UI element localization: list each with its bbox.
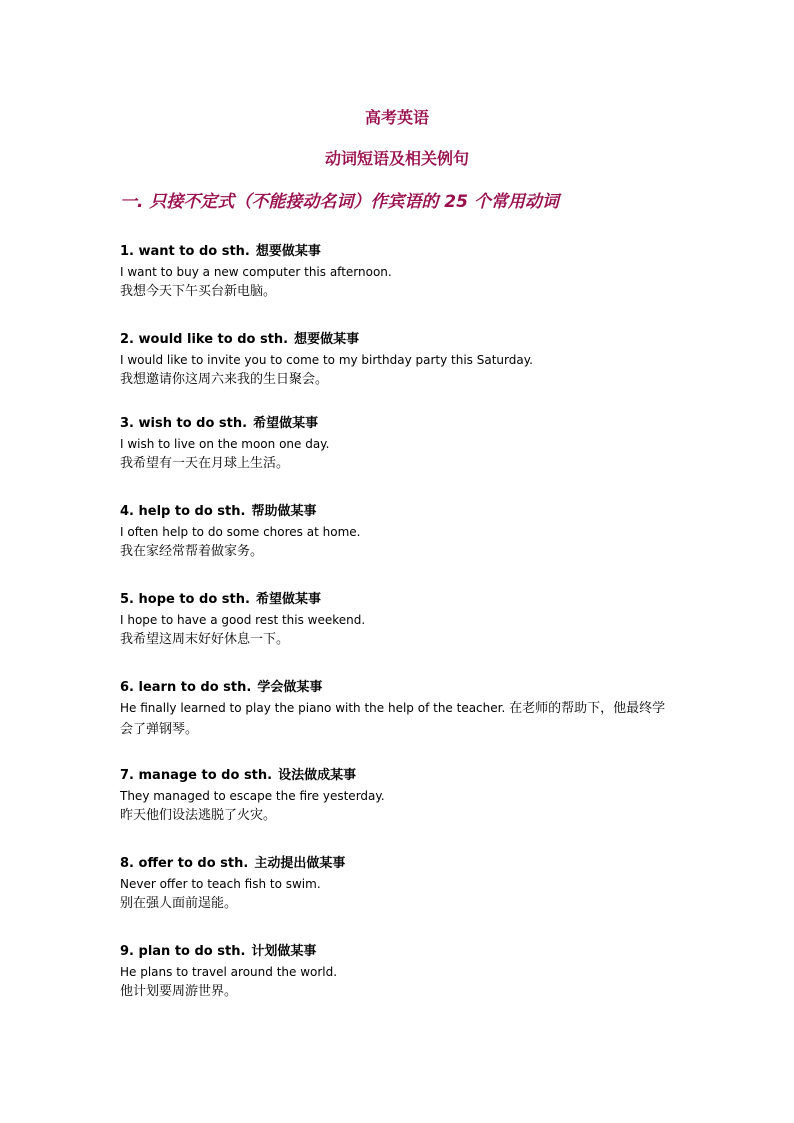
phrase-meaning: 计划做某事: [251, 944, 317, 959]
phrase-meaning: 帮助做某事: [251, 504, 317, 519]
example-english: I hope to have a good rest this weekend.: [120, 613, 366, 627]
example-chinese: 我希望这周末好好休息一下。: [120, 632, 290, 647]
phrase-meaning: 希望做某事: [253, 416, 319, 431]
example-chinese: 别在强人面前逞能。: [120, 896, 238, 911]
example-chinese: 我想今天下午买台新电脑。: [120, 284, 277, 299]
example-english: I would like to invite you to come to my birthday party this Saturday.: [120, 353, 533, 367]
verb-entry-7: [120, 766, 680, 826]
section-heading: 一. 只接不定式（不能接动名词）作宾语的 25 个常用动词: [120, 192, 559, 212]
phrase-text: 1. want to do sth.: [120, 244, 250, 259]
example-english: They managed to escape the fire yesterday.: [120, 789, 385, 803]
verb-phrase: [120, 590, 680, 610]
example-chinese: 我希望有一天在月球上生活。: [120, 456, 290, 471]
verb-entry-3: [120, 414, 680, 474]
example-chinese: 在老师的帮助下，他最终学会了弹钢琴。: [120, 701, 666, 737]
phrase-text: 6. learn to do sth.: [120, 680, 252, 695]
verb-entry-6: [120, 678, 680, 740]
example-english: I want to buy a new computer this afternoon.: [120, 265, 392, 279]
verb-phrase: [120, 414, 680, 434]
verb-phrase: [120, 854, 680, 874]
verb-entry-5: [120, 590, 680, 650]
verb-phrase: [120, 766, 680, 786]
phrase-text: 7. manage to do sth.: [120, 768, 273, 783]
example-chinese: 昨天他们设法逃脱了火灾。: [120, 808, 277, 823]
verb-phrase: [120, 678, 680, 698]
phrase-text: 5. hope to do sth.: [120, 592, 250, 607]
verb-entry-4: [120, 502, 680, 562]
phrase-meaning: 想要做某事: [255, 244, 321, 259]
verb-entry-1: [120, 242, 680, 302]
example-english: Never offer to teach fish to swim.: [120, 877, 321, 891]
phrase-text: 8. offer to do sth.: [120, 856, 249, 871]
verb-phrase: [120, 502, 680, 522]
example-english: He finally learned to play the piano with the help of the teacher.: [120, 701, 506, 715]
phrase-meaning: 主动提出做某事: [254, 856, 346, 871]
example-chinese: 他计划要周游世界。: [120, 984, 238, 999]
example-english: I wish to live on the moon one day.: [120, 437, 330, 451]
example-chinese: 我在家经常帮着做家务。: [120, 544, 264, 559]
phrase-meaning: 学会做某事: [257, 680, 323, 695]
document-title: 高考英语: [364, 108, 429, 127]
verb-entry-9: [120, 942, 680, 1002]
phrase-text: 4. help to do sth.: [120, 504, 246, 519]
verb-entry-2: [120, 330, 680, 390]
verb-phrase: [120, 942, 680, 962]
phrase-meaning: 想要做某事: [294, 332, 360, 347]
example-english: He plans to travel around the world.: [120, 965, 338, 979]
phrase-meaning: 设法做成某事: [278, 768, 357, 783]
verb-entry-8: [120, 854, 680, 914]
document-subtitle: 动词短语及相关例句: [324, 149, 469, 168]
example-chinese: 我想邀请你这周六来我的生日聚会。: [120, 372, 329, 387]
phrase-text: 9. plan to do sth.: [120, 944, 246, 959]
phrase-text: 2. would like to do sth.: [120, 332, 289, 347]
verb-phrase: [120, 330, 680, 350]
phrase-text: 3. wish to do sth.: [120, 416, 248, 431]
verb-phrase: [120, 242, 680, 262]
phrase-meaning: 希望做某事: [255, 592, 321, 607]
example-sentence: [120, 698, 675, 740]
example-english: I often help to do some chores at home.: [120, 525, 361, 539]
